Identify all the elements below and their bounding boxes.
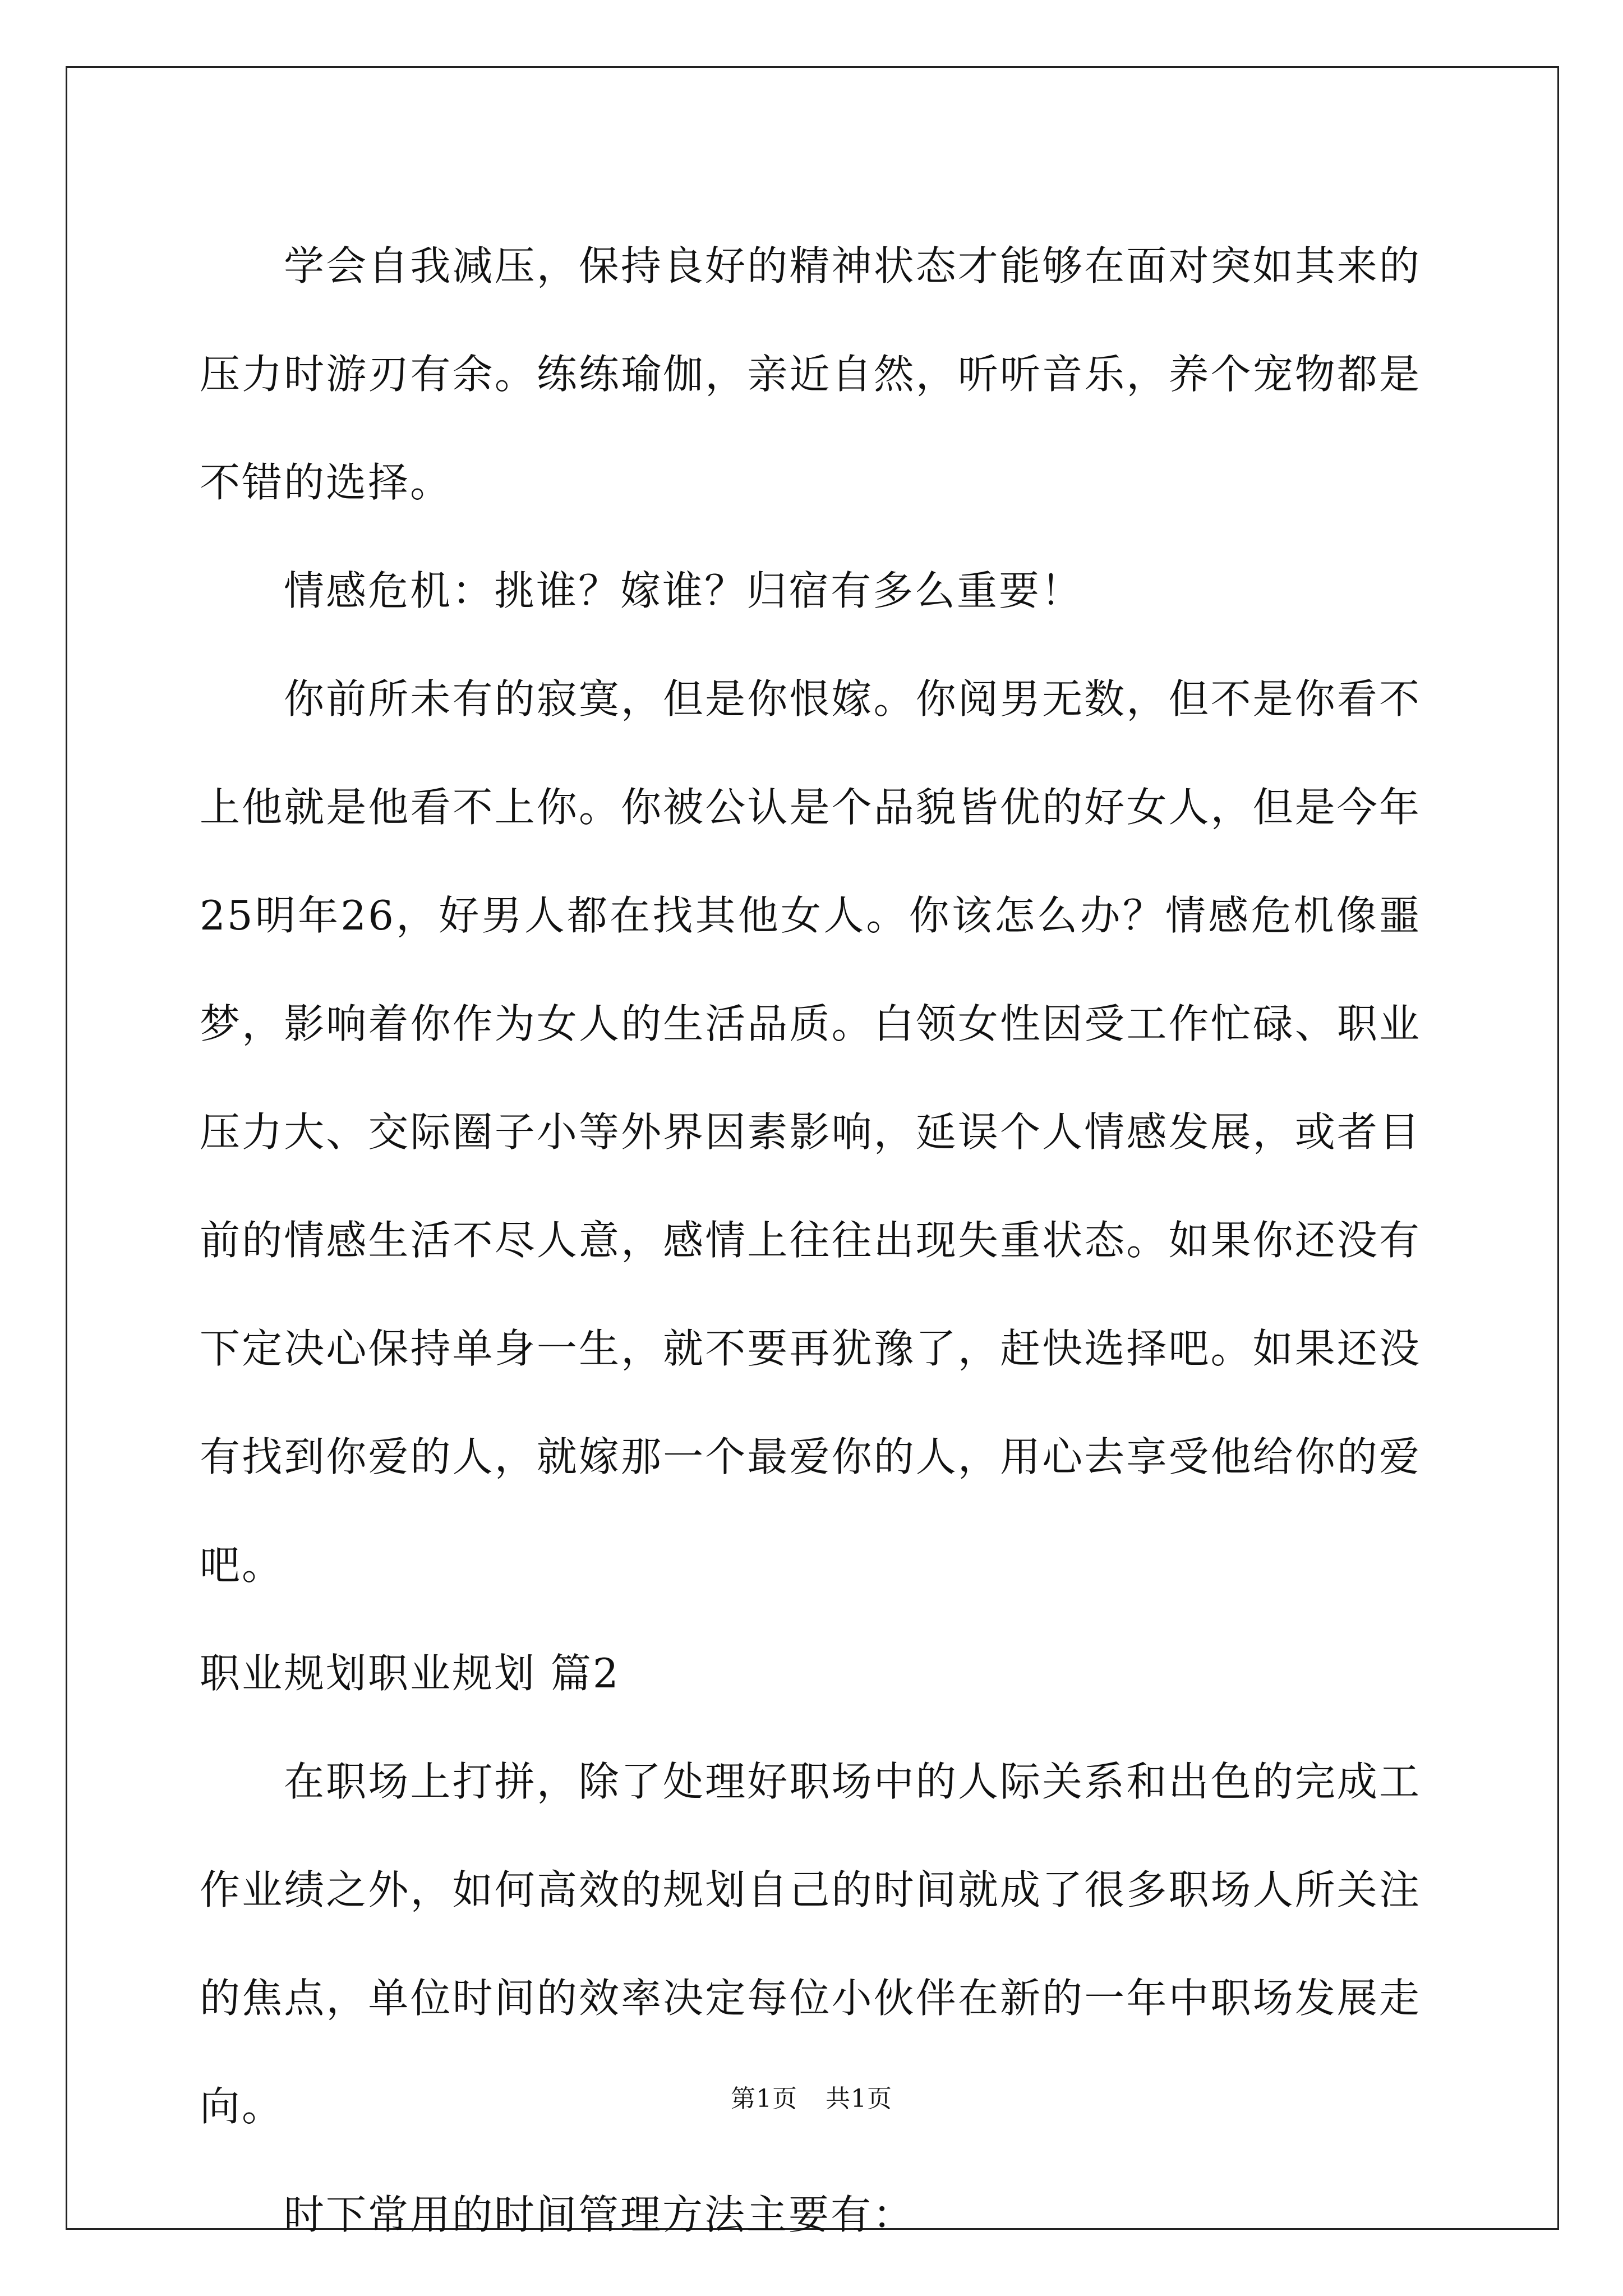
section-heading: 职业规划职业规划 篇2 <box>200 1650 620 1697</box>
document-body <box>200 212 1421 2269</box>
page-total: 共1页 <box>826 2085 892 2113</box>
paragraph-emotional-crisis: 你前所未有的寂寞，但是你恨嫁。你阅男无数，但不是你看不上他就是他看不上你。你被公认是个品貌皆优的好女人，但是今年25明年26，好男人都在找其他女人。你该怎么办？情感危机像噩梦，影响着你作为女人的生活品质。白领女性因受工作忙碌、职业压力大、交际圈子小等外界因素影响，延误个人情感发展，或者目前的情感生活不尽人意，感情上往往出现失重状态。如果你还没有下定决心保持单身一生，就不要再犹豫了，赶快选择吧。如果还没有找到你爱的人，就嫁那一个最爱你的人，用心去享受他给你的爱吧。 <box>200 675 1421 1589</box>
paragraph-time-planning: 在职场上打拼，除了处理好职场中的人际关系和出色的完成工作业绩之外，如何高效的规划自己的时间就成了很多职场人所关注的焦点，单位时间的效率决定每位小伙伴在新的一年中职场发展走向。 <box>200 1758 1421 2130</box>
page-number: 第1页 <box>731 2085 797 2113</box>
paragraph-emotional-crisis-title: 情感危机：挑谁？嫁谁？归宿有多么重要！ <box>284 567 1083 614</box>
paragraph-time-methods: 时下常用的时间管理方法主要有： <box>284 2191 915 2238</box>
paragraph-stress-relief: 学会自我减压，保持良好的精神状态才能够在面对突如其来的压力时游刃有余。练练瑜伽，亲近自然，听听音乐，养个宠物都是不错的选择。 <box>200 242 1421 506</box>
page-footer <box>0 2078 1623 2114</box>
